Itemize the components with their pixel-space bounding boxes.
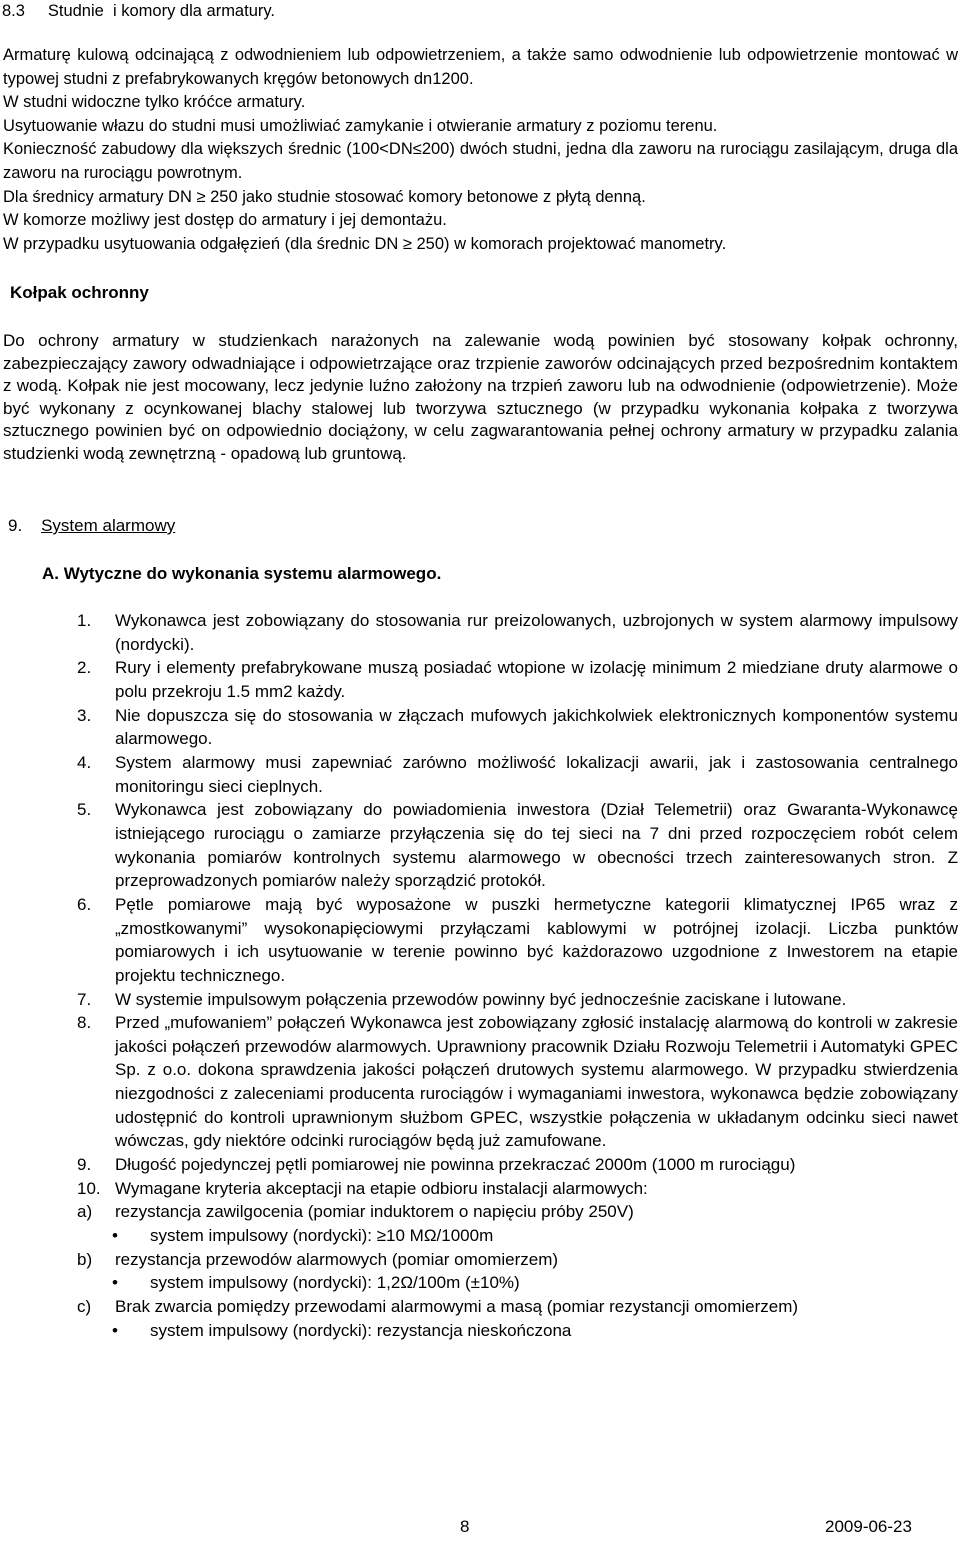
list-number: 8. (77, 1013, 92, 1033)
paragraph: Usytuowanie włazu do studni musi umożliwiać zamykanie i otwieranie armatury z poziomu terenu. (3, 116, 718, 135)
bullet-icon: • (112, 1226, 118, 1246)
list-number: 7. (77, 989, 92, 1009)
list-item (0, 988, 958, 1012)
footer-date: 2009-06-23 (825, 1517, 912, 1536)
list-item (0, 751, 958, 798)
list-item (0, 798, 958, 893)
list-text: Pętle pomiarowe mają być wyposażone w puszki hermetyczne kategorii klimatycznej IP65 wraz z „zmostkowanymi” wysokonapięciowymi przyłączami kablowymi w potrójnej izolacji. Liczba punktów pomiarowych i ich usytuowanie w terenie powinno być każdorazowo uzgodnione z Inwestorem na etapie projektu technicznego. (115, 894, 958, 985)
bullet-text: system impulsowy (nordycki): rezystancja nieskończona (150, 1320, 572, 1340)
list-item (0, 893, 958, 988)
section-heading: 8.3 Studnie i komory dla armatury. (2, 2, 275, 20)
list-item (0, 1177, 958, 1201)
bullet-item (0, 1271, 958, 1295)
bullet-text: system impulsowy (nordycki): ≥10 MΩ/1000m (150, 1226, 494, 1246)
list-text: Wymagane kryteria akceptacji na etapie odbioru instalacji alarmowych: (115, 1178, 648, 1198)
list-item (0, 1011, 958, 1153)
criteria-item (0, 1200, 958, 1224)
list-item (0, 1153, 958, 1177)
system-title: System alarmowy (41, 516, 176, 535)
list-number: 4. (77, 752, 92, 772)
criteria-letter: b) (77, 1249, 93, 1269)
list-item (0, 704, 958, 751)
list-text: W systemie impulsowym połączenia przewodów powinny być jednocześnie zaciskane i lutowane. (115, 989, 847, 1009)
list-text: Wykonawca jest zobowiązany do stosowania rur preizolowanych, uzbrojonych w system alarmowy impulsowy (nordycki). (115, 611, 958, 654)
paragraph: W przypadku usytuowania odgałęzień (dla średnic DN ≥ 250) w komorach projektować manometry. (3, 234, 727, 253)
bullet-text: system impulsowy (nordycki): 1,2Ω/100m (±10%) (150, 1273, 520, 1293)
criteria-text: Brak zwarcia pomiędzy przewodami alarmowymi a masą (pomiar rezystancji omomierzem) (115, 1297, 799, 1317)
criteria-letter: c) (77, 1297, 92, 1317)
list-number: 10. (77, 1178, 101, 1198)
page-number: 8 (460, 1517, 470, 1536)
list-text: Rury i elementy prefabrykowane muszą posiadać wtopione w izolację minimum 2 miedziane druty alarmowe o polu przekroju 1.5 mm2 każdy. (115, 658, 958, 701)
bullet-icon: • (112, 1320, 118, 1340)
system-number: 9. (8, 516, 23, 535)
list-text: Przed „mufowaniem” połączeń Wykonawca jest zobowiązany zgłosić instalację alarmową do kontroli w zakresie jakości połączeń przewodów alarmowych. Uprawniony pracownik Działu Rozwoju Telemetrii i Automatyki GPEC Sp. z o.o. dokona sprawdzenia jakości połączeń drutowych systemu alarmowego. W przypadku stwierdzenia niezgodności z zaleceniami producenta rurociągów i wymaganiami inwestora, wykonawca będzie zobowiązany udostępnić do kontroli uprawnionym służbom GPEC, wszystkie połączenia w układanym odcinku sieci nawet wówczas, gdy niektóre odcinki rurociągów będą już zamufowane. (115, 1013, 958, 1151)
list-text: System alarmowy musi zapewniać zarówno możliwość lokalizacji awarii, jak i zastosowania centralnego monitoringu sieci cieplnych. (115, 752, 958, 796)
paragraph: W komorze możliwy jest dostęp do armatury i jej demontażu. (3, 211, 447, 230)
system-heading (8, 515, 175, 537)
list-number: 5. (77, 800, 92, 820)
paragraph: Armaturę kulową odcinającą z odwodnieniem lub odpowietrzeniem, a także samo odwodnienie lub odpowietrzenie montować w typowej studni z prefabrykowanych kręgów betonowych dn1200. (3, 46, 958, 88)
requirements-list (0, 609, 958, 1342)
bullet-item (0, 1224, 958, 1248)
bullet-icon: • (112, 1273, 118, 1293)
list-item (0, 609, 958, 656)
list-number: 6. (77, 894, 92, 914)
criteria-text: rezystancja zawilgocenia (pomiar induktorem o napięciu próby 250V) (115, 1202, 634, 1222)
bullet-item (0, 1319, 958, 1343)
list-number: 9. (77, 1155, 92, 1175)
kolpak-heading: Kołpak ochronny (10, 283, 149, 302)
section-8-3-body (3, 44, 958, 256)
paragraph: Dla średnicy armatury DN ≥ 250 jako studnie stosować komory betonowe z płytą denną. (3, 187, 646, 206)
list-number: 2. (77, 658, 92, 678)
kolpak-paragraph: Do ochrony armatury w studzienkach narażonych na zalewanie wodą powinien być stosowany kołpak ochronny, zabezpieczający zawory odwadniające i odpowietrzające oraz trzpienie zaworów odcinających przed bezpośrednim kontaktem z wodą. Kołpak nie jest mocowany, lecz jedynie luźno założony na trzpień zaworu lub na odwodnienie (odpowietrzenie). Może być wykonany z ocynkowanej blachy stalowej lub tworzywa sztucznego (w przypadku wykonania kołpaka z tworzywa sztucznego powinien być on odpowiednio dociążony, w celu zagwarantowania pełnej ochrony armatury w przypadku zalania studzienki wodą zewnętrzną - opadową lub gruntową. (3, 331, 958, 463)
list-text: Nie dopuszcza się do stosowania w złączach mufowych jakichkolwiek elektronicznych komponentów systemu alarmowego. (115, 705, 958, 749)
criteria-item (0, 1295, 958, 1319)
subsection-a-heading: A. Wytyczne do wykonania systemu alarmowego. (42, 564, 442, 583)
list-item (0, 656, 958, 703)
list-number: 3. (77, 705, 92, 725)
list-text: Długość pojedynczej pętli pomiarowej nie powinna przekraczać 2000m (1000 m rurociągu) (115, 1155, 796, 1175)
criteria-item (0, 1248, 958, 1272)
criteria-letter: a) (77, 1202, 93, 1222)
paragraph: W studni widoczne tylko króćce armatury. (3, 93, 306, 112)
paragraph: Konieczność zabudowy dla większych średnic (100<DN≤200) dwóch studni, jedna dla zaworu na rurociągu zasilającym, druga dla zaworu na rurociągu powrotnym. (3, 140, 958, 182)
criteria-text: rezystancja przewodów alarmowych (pomiar omomierzem) (115, 1249, 559, 1269)
list-number: 1. (77, 611, 92, 630)
list-text: Wykonawca jest zobowiązany do powiadomienia inwestora (Dział Telemetrii) oraz Gwaranta-Wykonawcę istniejącego rurociągu o zamiarze przyłączenia się do tej sieci na 7 dni przed rozpoczęciem robót celem wykonania pomiarów kontrolnych systemu alarmowego w obecności trzech zainteresowanych stron. Z przeprowadzonych pomiarów należy sporządzić protokół. (115, 800, 958, 891)
